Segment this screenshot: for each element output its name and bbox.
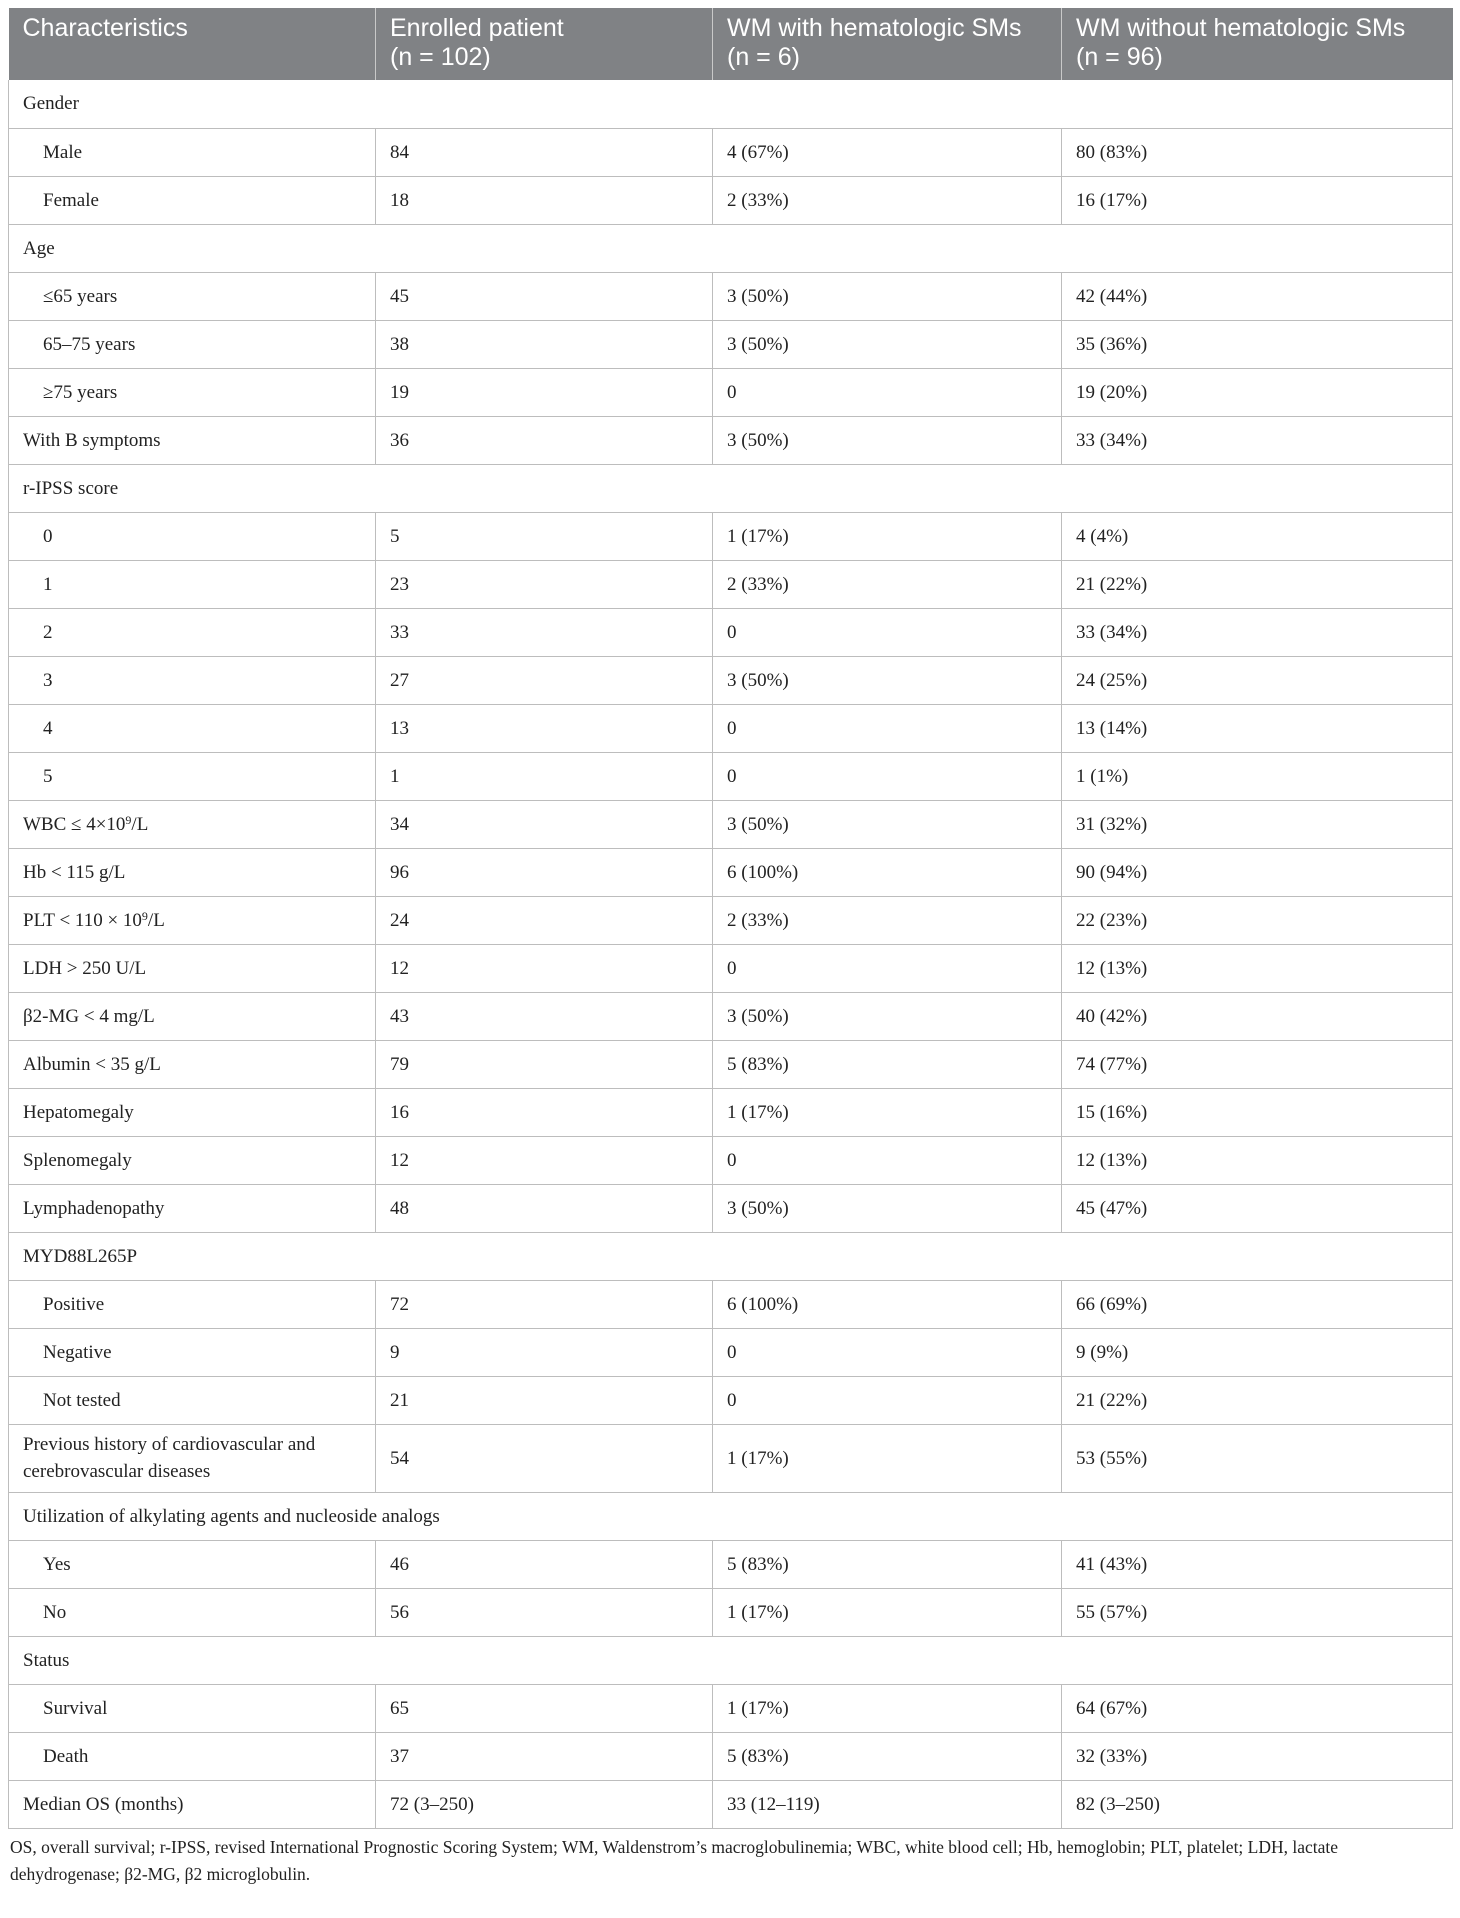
row-label: Negative: [43, 1341, 112, 1363]
with-sms-value: 2 (33%): [713, 896, 1062, 944]
row-label: 3: [43, 669, 53, 691]
row-label: Previous history of cardiovascular and cerebrovascular diseases: [23, 1434, 316, 1482]
without-sms-value: 21 (22%): [1062, 560, 1453, 608]
row-label-cell: [9, 272, 376, 320]
row-label-cell: [9, 1588, 376, 1636]
table-row: [9, 320, 1453, 368]
row-label-cell: [9, 1540, 376, 1588]
header-wm-with-sms: [713, 8, 1062, 80]
without-sms-value: 15 (16%): [1062, 1088, 1453, 1136]
section-row: [9, 1636, 1453, 1684]
with-sms-value: 0: [713, 1136, 1062, 1184]
row-label: Yes: [43, 1553, 71, 1575]
table-row: [9, 608, 1453, 656]
row-label-cell: [9, 656, 376, 704]
table-row: [9, 800, 1453, 848]
row-label-suffix: /L: [147, 909, 165, 931]
with-sms-value: 0: [713, 704, 1062, 752]
enrolled-value: 65: [376, 1684, 713, 1732]
section-row: [9, 224, 1453, 272]
with-sms-value: 1 (17%): [713, 1588, 1062, 1636]
row-label: 2: [43, 621, 53, 643]
enrolled-value: 34: [376, 800, 713, 848]
with-sms-value: 33 (12–119): [713, 1780, 1062, 1828]
row-label-cell: [9, 1184, 376, 1232]
enrolled-value: 21: [376, 1376, 713, 1424]
enrolled-value: 18: [376, 176, 713, 224]
header-wm-without-sms: [1062, 8, 1453, 80]
without-sms-value: 4 (4%): [1062, 512, 1453, 560]
table-row: [9, 176, 1453, 224]
with-sms-value: 6 (100%): [713, 848, 1062, 896]
without-sms-value: 9 (9%): [1062, 1328, 1453, 1376]
without-sms-value: 33 (34%): [1062, 608, 1453, 656]
table-footnote: OS, overall survival; r-IPSS, revised International Prognostic Scoring System; WM, Waldenstrom’s macroglobulinemia; WBC, white blood cell; Hb, hemoglobin; PLT, platelet; LDH, lactate dehydrogenase; β2-MG, β2 microglobulin.: [10, 1836, 1339, 1884]
header-with-line-2: (n = 6): [727, 43, 800, 71]
row-label: LDH > 250 U/L: [23, 957, 147, 979]
header-characteristics: [9, 8, 376, 80]
table-row: [9, 512, 1453, 560]
without-sms-value: 82 (3–250): [1062, 1780, 1453, 1828]
characteristics-table: [8, 8, 1453, 1829]
section-label: Status: [9, 1636, 1453, 1684]
table-row: [9, 416, 1453, 464]
table-row: [9, 272, 1453, 320]
table-row: [9, 1280, 1453, 1328]
row-label-cell: [9, 1424, 376, 1492]
with-sms-value: 3 (50%): [713, 992, 1062, 1040]
row-label-cell: [9, 752, 376, 800]
table-body: [9, 80, 1453, 1828]
enrolled-value: 16: [376, 1088, 713, 1136]
header-without-line-2: (n = 96): [1076, 43, 1163, 71]
row-label: 1: [43, 573, 53, 595]
enrolled-value: 12: [376, 1136, 713, 1184]
row-label-cell: [9, 320, 376, 368]
enrolled-value: 27: [376, 656, 713, 704]
row-label-cell: [9, 1280, 376, 1328]
enrolled-value: 36: [376, 416, 713, 464]
with-sms-value: 3 (50%): [713, 1184, 1062, 1232]
without-sms-value: 66 (69%): [1062, 1280, 1453, 1328]
row-label: Survival: [43, 1697, 108, 1719]
with-sms-value: 0: [713, 944, 1062, 992]
with-sms-value: 2 (33%): [713, 176, 1062, 224]
with-sms-value: 6 (100%): [713, 1280, 1062, 1328]
row-label: Death: [43, 1745, 89, 1767]
row-label: Not tested: [43, 1389, 121, 1411]
row-label: 65–75 years: [43, 333, 136, 355]
row-label-cell: [9, 848, 376, 896]
row-label-cell: [9, 992, 376, 1040]
header-enrolled-patient: [376, 8, 713, 80]
enrolled-value: 5: [376, 512, 713, 560]
section-label: r-IPSS score: [9, 464, 1453, 512]
section-label: Utilization of alkylating agents and nucleoside analogs: [9, 1492, 1453, 1540]
row-label-suffix: /L: [131, 813, 149, 835]
table-row: [9, 368, 1453, 416]
without-sms-value: 31 (32%): [1062, 800, 1453, 848]
without-sms-value: 42 (44%): [1062, 272, 1453, 320]
row-label: Positive: [43, 1293, 105, 1315]
without-sms-value: 64 (67%): [1062, 1684, 1453, 1732]
without-sms-value: 40 (42%): [1062, 992, 1453, 1040]
without-sms-value: 12 (13%): [1062, 944, 1453, 992]
enrolled-value: 9: [376, 1328, 713, 1376]
row-label: Female: [43, 189, 99, 211]
table-row: [9, 1540, 1453, 1588]
table-row: [9, 1184, 1453, 1232]
section-label: MYD88L265P: [9, 1232, 1453, 1280]
table-row: [9, 752, 1453, 800]
header-enrolled-line-2: (n = 102): [390, 43, 491, 71]
with-sms-value: 5 (83%): [713, 1040, 1062, 1088]
enrolled-value: 54: [376, 1424, 713, 1492]
row-label: With B symptoms: [23, 429, 161, 451]
table-row: [9, 944, 1453, 992]
with-sms-value: 0: [713, 368, 1062, 416]
row-label-cell: [9, 1088, 376, 1136]
without-sms-value: 13 (14%): [1062, 704, 1453, 752]
row-label-cell: [9, 128, 376, 176]
row-label: 4: [43, 717, 53, 739]
with-sms-value: 1 (17%): [713, 1088, 1062, 1136]
without-sms-value: 55 (57%): [1062, 1588, 1453, 1636]
header-with-line-1: WM with hematologic SMs: [727, 14, 1022, 42]
without-sms-value: 41 (43%): [1062, 1540, 1453, 1588]
header-characteristics-line-1: Characteristics: [22, 14, 188, 42]
row-label-cell: [9, 1780, 376, 1828]
enrolled-value: 24: [376, 896, 713, 944]
without-sms-value: 90 (94%): [1062, 848, 1453, 896]
enrolled-value: 56: [376, 1588, 713, 1636]
row-label-cell: [9, 512, 376, 560]
without-sms-value: 24 (25%): [1062, 656, 1453, 704]
row-label: WBC ≤ 4×10: [23, 813, 126, 835]
row-label-cell: [9, 560, 376, 608]
without-sms-value: 33 (34%): [1062, 416, 1453, 464]
without-sms-value: 53 (55%): [1062, 1424, 1453, 1492]
row-label-cell: [9, 800, 376, 848]
row-label: 5: [43, 765, 53, 787]
table-header: [9, 8, 1453, 80]
row-label: No: [43, 1601, 67, 1623]
table-row: [9, 1780, 1453, 1828]
enrolled-value: 72: [376, 1280, 713, 1328]
row-label: Hepatomegaly: [23, 1101, 134, 1123]
row-label-superscript: 9: [125, 812, 132, 827]
enrolled-value: 23: [376, 560, 713, 608]
enrolled-value: 46: [376, 1540, 713, 1588]
section-row: [9, 1492, 1453, 1540]
row-label: Lymphadenopathy: [23, 1197, 165, 1219]
row-label-cell: [9, 704, 376, 752]
characteristics-table-document: [8, 8, 1452, 1888]
header-without-line-1: WM without hematologic SMs: [1076, 14, 1406, 42]
enrolled-value: 43: [376, 992, 713, 1040]
row-label-cell: [9, 176, 376, 224]
row-label: Male: [43, 141, 83, 163]
table-row: [9, 1588, 1453, 1636]
table-row: [9, 1376, 1453, 1424]
without-sms-value: 19 (20%): [1062, 368, 1453, 416]
table-row: [9, 1040, 1453, 1088]
row-label: ≤65 years: [43, 285, 118, 307]
section-row: [9, 464, 1453, 512]
table-row: [9, 704, 1453, 752]
with-sms-value: 1 (17%): [713, 1684, 1062, 1732]
table-row: [9, 1088, 1453, 1136]
row-label-cell: [9, 944, 376, 992]
row-label-cell: [9, 1040, 376, 1088]
enrolled-value: 37: [376, 1732, 713, 1780]
table-row: [9, 1328, 1453, 1376]
with-sms-value: 0: [713, 1376, 1062, 1424]
section-row: [9, 80, 1453, 128]
enrolled-value: 45: [376, 272, 713, 320]
row-label-cell: [9, 896, 376, 944]
with-sms-value: 2 (33%): [713, 560, 1062, 608]
row-label: β2-MG < 4 mg/L: [23, 1005, 155, 1027]
with-sms-value: 3 (50%): [713, 800, 1062, 848]
with-sms-value: 1 (17%): [713, 1424, 1062, 1492]
without-sms-value: 22 (23%): [1062, 896, 1453, 944]
without-sms-value: 32 (33%): [1062, 1732, 1453, 1780]
row-label-superscript: 9: [141, 908, 148, 923]
without-sms-value: 35 (36%): [1062, 320, 1453, 368]
with-sms-value: 1 (17%): [713, 512, 1062, 560]
table-row: [9, 560, 1453, 608]
with-sms-value: 4 (67%): [713, 128, 1062, 176]
row-label: Hb < 115 g/L: [23, 861, 126, 883]
row-label-cell: [9, 1376, 376, 1424]
with-sms-value: 3 (50%): [713, 320, 1062, 368]
row-label: Albumin < 35 g/L: [23, 1053, 161, 1075]
without-sms-value: 74 (77%): [1062, 1040, 1453, 1088]
table-row: [9, 848, 1453, 896]
with-sms-value: 3 (50%): [713, 656, 1062, 704]
without-sms-value: 12 (13%): [1062, 1136, 1453, 1184]
with-sms-value: 5 (83%): [713, 1732, 1062, 1780]
enrolled-value: 48: [376, 1184, 713, 1232]
row-label: PLT < 110 × 10: [23, 909, 142, 931]
enrolled-value: 72 (3–250): [376, 1780, 713, 1828]
without-sms-value: 80 (83%): [1062, 128, 1453, 176]
with-sms-value: 3 (50%): [713, 272, 1062, 320]
enrolled-value: 12: [376, 944, 713, 992]
section-label: Age: [9, 224, 1453, 272]
row-label: ≥75 years: [43, 381, 118, 403]
table-row: [9, 1136, 1453, 1184]
section-row: [9, 1232, 1453, 1280]
table-row: [9, 1424, 1453, 1492]
enrolled-value: 19: [376, 368, 713, 416]
without-sms-value: 16 (17%): [1062, 176, 1453, 224]
row-label: 0: [43, 525, 53, 547]
without-sms-value: 21 (22%): [1062, 1376, 1453, 1424]
with-sms-value: 5 (83%): [713, 1540, 1062, 1588]
enrolled-value: 13: [376, 704, 713, 752]
row-label-cell: [9, 608, 376, 656]
with-sms-value: 0: [713, 608, 1062, 656]
table-row: [9, 1732, 1453, 1780]
enrolled-value: 33: [376, 608, 713, 656]
row-label-cell: [9, 368, 376, 416]
section-label: Gender: [9, 80, 1453, 128]
row-label-cell: [9, 1136, 376, 1184]
row-label-cell: [9, 1732, 376, 1780]
enrolled-value: 84: [376, 128, 713, 176]
with-sms-value: 3 (50%): [713, 416, 1062, 464]
table-row: [9, 896, 1453, 944]
table-row: [9, 128, 1453, 176]
header-enrolled-line-1: Enrolled patient: [390, 14, 564, 42]
row-label-cell: [9, 1328, 376, 1376]
with-sms-value: 0: [713, 1328, 1062, 1376]
enrolled-value: 38: [376, 320, 713, 368]
row-label: Median OS (months): [23, 1793, 184, 1815]
with-sms-value: 0: [713, 752, 1062, 800]
without-sms-value: 1 (1%): [1062, 752, 1453, 800]
row-label: Splenomegaly: [23, 1149, 132, 1171]
header-row: [9, 8, 1453, 80]
row-label-cell: [9, 416, 376, 464]
enrolled-value: 79: [376, 1040, 713, 1088]
without-sms-value: 45 (47%): [1062, 1184, 1453, 1232]
table-row: [9, 992, 1453, 1040]
table-row: [9, 656, 1453, 704]
row-label-cell: [9, 1684, 376, 1732]
table-row: [9, 1684, 1453, 1732]
enrolled-value: 1: [376, 752, 713, 800]
enrolled-value: 96: [376, 848, 713, 896]
